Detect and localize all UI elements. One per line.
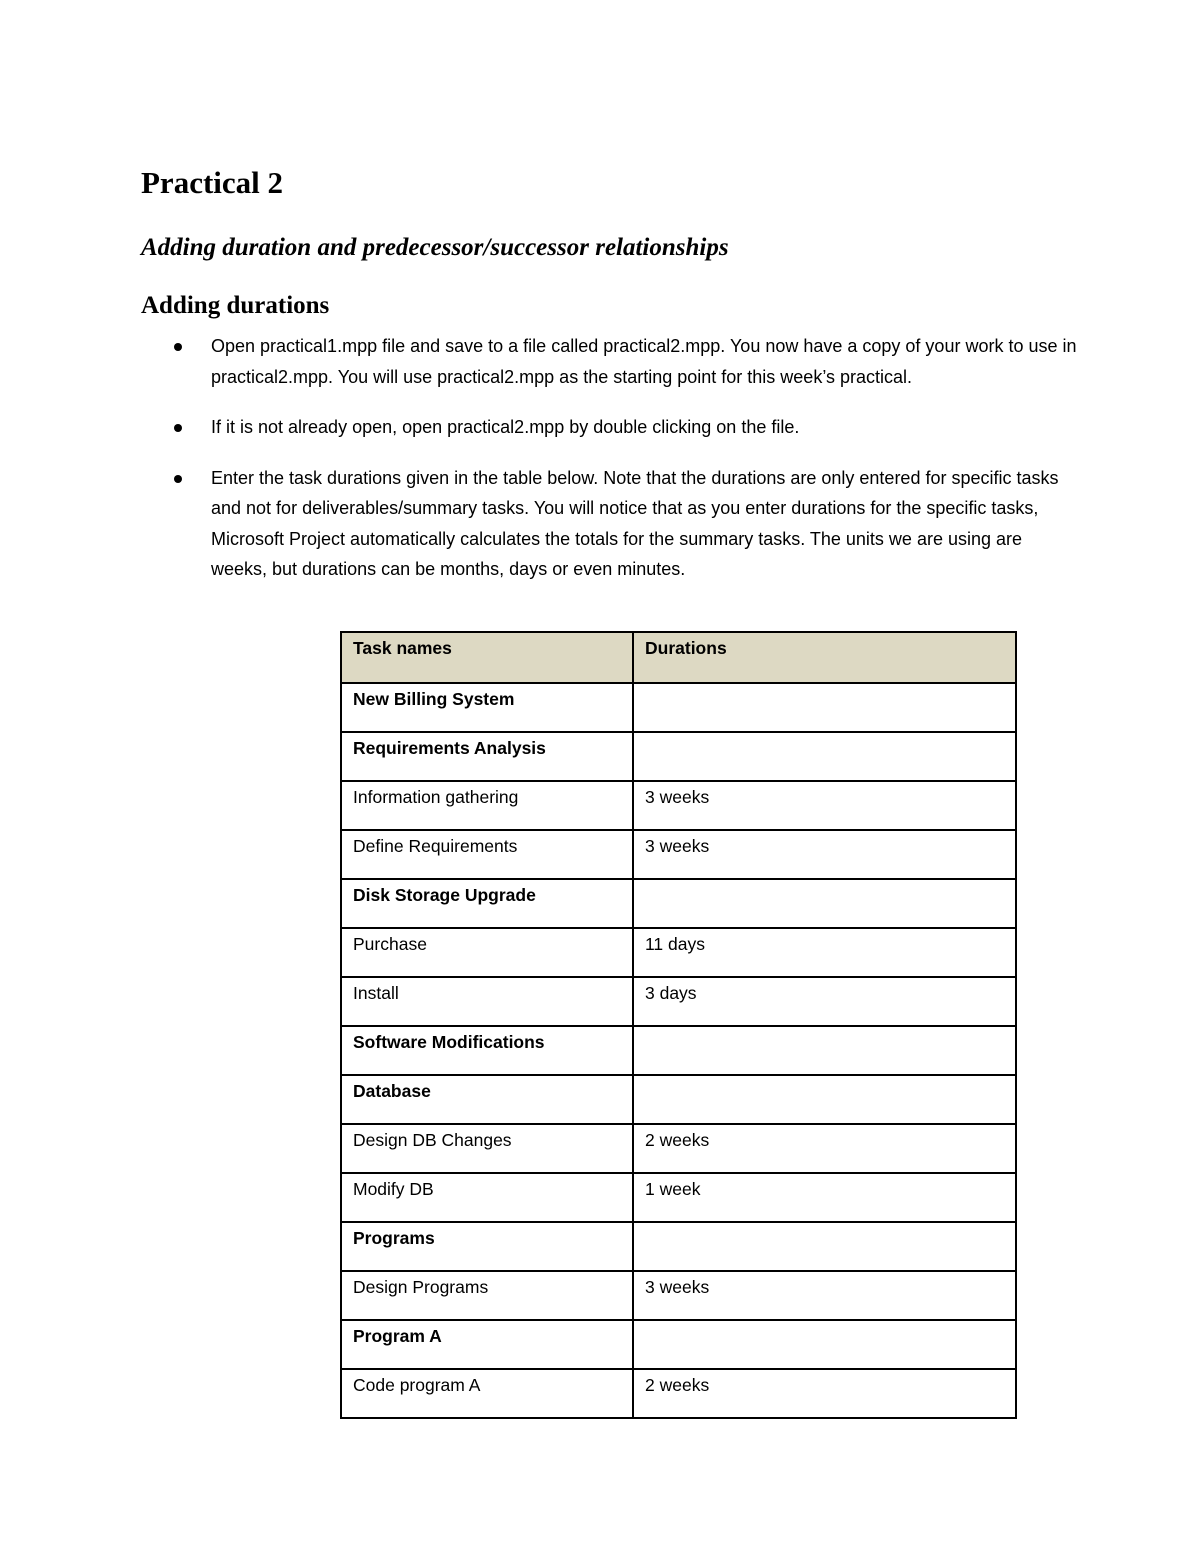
task-name-cell: Information gathering <box>341 781 633 830</box>
durations-table <box>340 631 1017 1419</box>
task-name-cell: Design DB Changes <box>341 1124 633 1173</box>
table-row <box>341 977 1016 1026</box>
task-name-cell: Software Modifications <box>341 1026 633 1075</box>
task-name-cell: New Billing System <box>341 683 633 732</box>
duration-cell: 3 weeks <box>633 1271 1016 1320</box>
task-name-cell: Purchase <box>341 928 633 977</box>
list-item <box>211 412 1081 443</box>
table-row <box>341 1124 1016 1173</box>
table-body <box>341 683 1016 1418</box>
page-subtitle: Adding duration and predecessor/successor relationships <box>141 234 729 261</box>
duration-cell: 3 weeks <box>633 830 1016 879</box>
duration-cell <box>633 1075 1016 1124</box>
duration-cell <box>633 732 1016 781</box>
list-item <box>211 331 1081 392</box>
table-row <box>341 732 1016 781</box>
list-item-text: Enter the task durations given in the table below. Note that the durations are only entered for specific tasks and not for deliverables/summary tasks. You will notice that as you enter durations for the specific tasks, Microsoft Project automatically calculates the totals for the summary tasks. The units we are using are weeks, but durations can be months, days or even minutes. <box>211 467 1059 579</box>
bullet-icon <box>174 475 182 483</box>
table-row <box>341 1271 1016 1320</box>
list-item-text: Open practical1.mpp file and save to a file called practical2.mpp. You now have a copy of your work to use in practical2.mpp. You will use practical2.mpp as the starting point for this week’s practical. <box>211 336 1077 387</box>
table-row <box>341 1026 1016 1075</box>
task-name-cell: Install <box>341 977 633 1026</box>
table-row <box>341 928 1016 977</box>
duration-cell <box>633 879 1016 928</box>
task-name-cell: Program A <box>341 1320 633 1369</box>
list-item-text: If it is not already open, open practical2.mpp by double clicking on the file. <box>211 417 800 437</box>
task-name-cell: Requirements Analysis <box>341 732 633 781</box>
table-row <box>341 683 1016 732</box>
bullet-icon <box>174 424 182 432</box>
page-title: Practical 2 <box>141 165 284 200</box>
column-header-task-names: Task names <box>341 632 633 683</box>
duration-cell: 1 week <box>633 1173 1016 1222</box>
duration-cell: 2 weeks <box>633 1124 1016 1173</box>
table-row <box>341 830 1016 879</box>
duration-cell: 11 days <box>633 928 1016 977</box>
task-name-cell: Programs <box>341 1222 633 1271</box>
column-header-durations: Durations <box>633 632 1016 683</box>
duration-cell <box>633 683 1016 732</box>
table-row <box>341 1369 1016 1418</box>
bullet-icon <box>174 343 182 351</box>
task-name-cell: Database <box>341 1075 633 1124</box>
duration-cell: 2 weeks <box>633 1369 1016 1418</box>
table-row <box>341 1173 1016 1222</box>
table-row <box>341 781 1016 830</box>
duration-cell <box>633 1320 1016 1369</box>
duration-cell <box>633 1026 1016 1075</box>
task-name-cell: Define Requirements <box>341 830 633 879</box>
table-row <box>341 1222 1016 1271</box>
table-row <box>341 879 1016 928</box>
list-item <box>211 463 1081 585</box>
task-name-cell: Disk Storage Upgrade <box>341 879 633 928</box>
duration-cell <box>633 1222 1016 1271</box>
table-row <box>341 1320 1016 1369</box>
table-header-row <box>341 632 1016 683</box>
task-name-cell: Design Programs <box>341 1271 633 1320</box>
instruction-list <box>211 331 1081 605</box>
duration-cell: 3 weeks <box>633 781 1016 830</box>
duration-cell: 3 days <box>633 977 1016 1026</box>
task-name-cell: Code program A <box>341 1369 633 1418</box>
task-name-cell: Modify DB <box>341 1173 633 1222</box>
table-row <box>341 1075 1016 1124</box>
section-heading: Adding durations <box>141 292 330 319</box>
